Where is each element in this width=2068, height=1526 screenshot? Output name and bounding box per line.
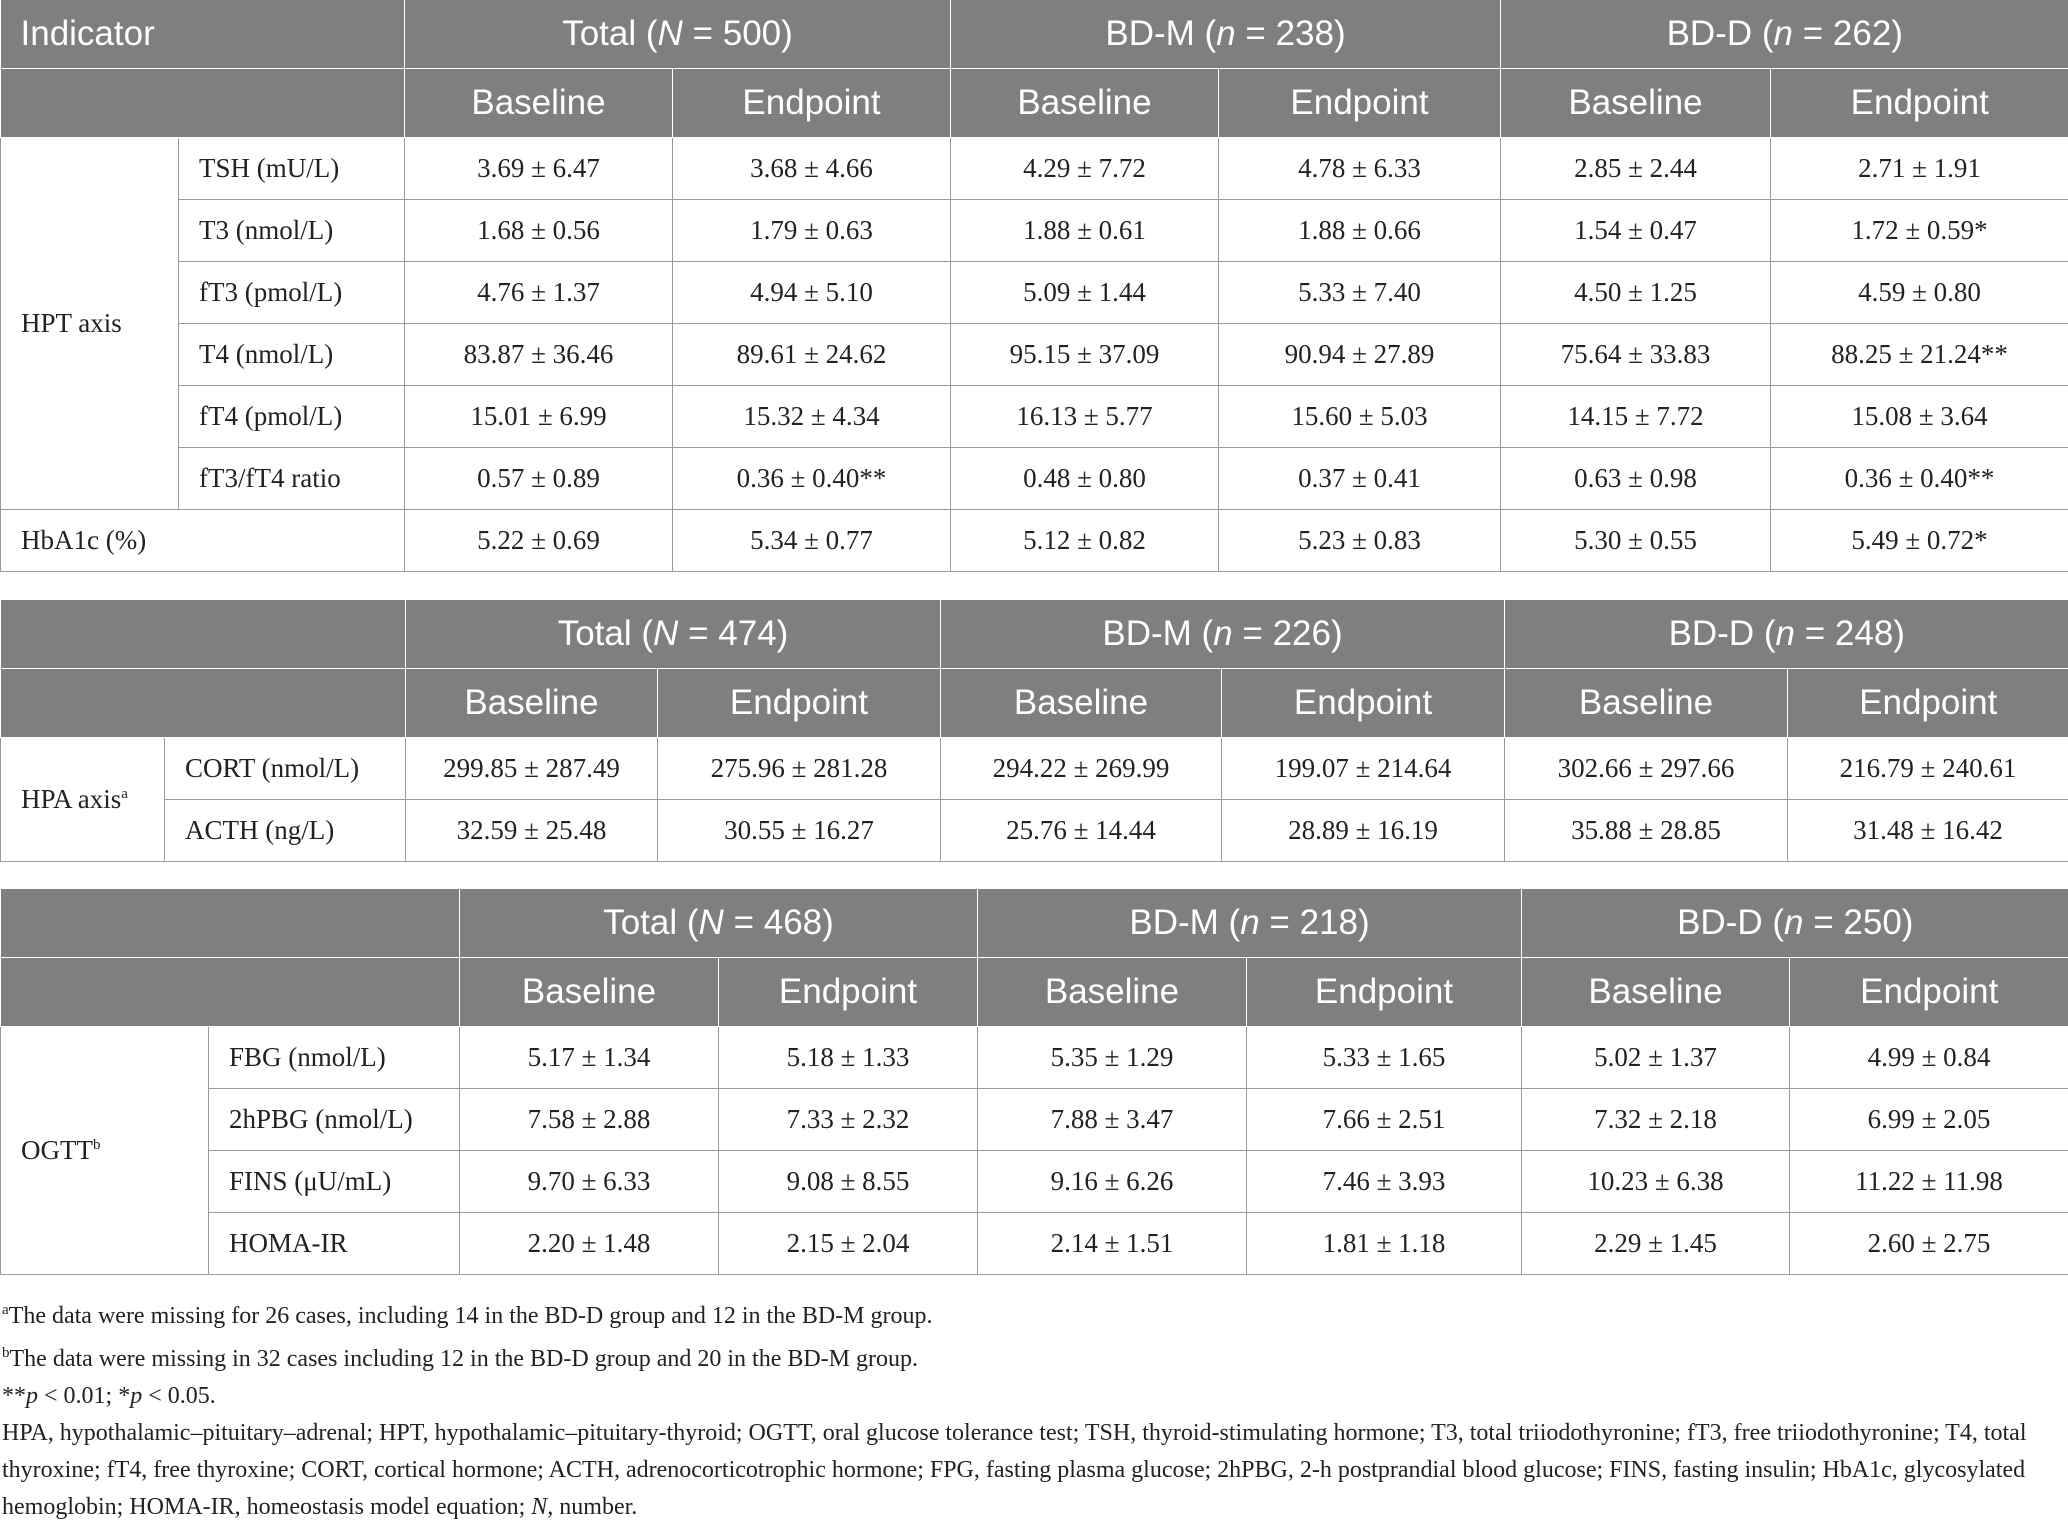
- group-header-total: Total (N = 500): [405, 0, 951, 69]
- subheader-endpoint: Endpoint: [1219, 69, 1501, 138]
- cell-value: 83.87 ± 36.46: [405, 324, 673, 386]
- subheader-endpoint: Endpoint: [658, 669, 941, 738]
- cell-value: 30.55 ± 16.27: [658, 800, 941, 862]
- cell-value: 89.61 ± 24.62: [673, 324, 951, 386]
- cell-value: 5.12 ± 0.82: [951, 510, 1219, 572]
- table-row: [1, 1151, 2068, 1213]
- cell-value: 7.32 ± 2.18: [1522, 1089, 1790, 1151]
- indicator-header: Indicator: [1, 0, 405, 69]
- row-label: TSH (mU/L): [179, 138, 405, 200]
- cell-value: 90.94 ± 27.89: [1219, 324, 1501, 386]
- row-label: fT3 (pmol/L): [179, 262, 405, 324]
- table-row: [1, 738, 2068, 800]
- subheader-endpoint: Endpoint: [719, 958, 978, 1027]
- cell-value: 75.64 ± 33.83: [1501, 324, 1771, 386]
- section-label-ogtt: OGTT$^b$: [1, 1027, 209, 1275]
- table-row: [1, 200, 2068, 262]
- section-label-hpt-axis: HPT axis: [1, 138, 179, 510]
- footnote-significance: **p < 0.01; *p < 0.05.: [0, 1378, 2060, 1415]
- cell-value: 5.02 ± 1.37: [1522, 1027, 1790, 1089]
- header-spacer: [1, 600, 406, 669]
- cell-value: 5.22 ± 0.69: [405, 510, 673, 572]
- cell-value: 5.09 ± 1.44: [951, 262, 1219, 324]
- cell-value: 4.94 ± 5.10: [673, 262, 951, 324]
- row-label: FBG (nmol/L): [209, 1027, 460, 1089]
- group-header-bd-d: BD-D (n = 250): [1522, 889, 2068, 958]
- group-header-total: Total (N = 468): [460, 889, 978, 958]
- cell-value: 35.88 ± 28.85: [1505, 800, 1788, 862]
- subheader-endpoint: Endpoint: [1790, 958, 2068, 1027]
- subheader-endpoint: Endpoint: [673, 69, 951, 138]
- cell-value: 5.18 ± 1.33: [719, 1027, 978, 1089]
- footnote-abbreviations: HPA, hypothalamic–pituitary–adrenal; HPT, hypothalamic–pituitary-thyroid; OGTT, oral glucose tolerance test; TSH, thyroid-stimulating hormone; T3, total triiodothyronine; fT3, free triiodothyronine; T4, total thyroxine; fT4, free thyroxine; CORT, cortical hormone; ACTH, adrenocorticotrophic hormone; FPG, fasting plasma glucose; 2hPBG, 2-h postprandial blood glucose; FINS, fasting insulin; HbA1c, glycosylated hemoglobin; HOMA-IR, homeostasis model equation; N, number.: [0, 1415, 2060, 1526]
- cell-value: 0.37 ± 0.41: [1219, 448, 1501, 510]
- row-label: 2hPBG (nmol/L): [209, 1089, 460, 1151]
- header-spacer: [1, 889, 460, 958]
- cell-value: 32.59 ± 25.48: [406, 800, 658, 862]
- cell-value: 5.23 ± 0.83: [1219, 510, 1501, 572]
- cell-value: 1.88 ± 0.66: [1219, 200, 1501, 262]
- cell-value: 199.07 ± 214.64: [1222, 738, 1505, 800]
- cell-value: 2.14 ± 1.51: [978, 1213, 1247, 1275]
- cell-value: 7.46 ± 3.93: [1247, 1151, 1522, 1213]
- table-row: [1, 138, 2068, 200]
- row-label: ACTH (ng/L): [165, 800, 406, 862]
- group-header-bd-d: BD-D (n = 262): [1501, 0, 2068, 69]
- cell-value: 0.36 ± 0.40**: [673, 448, 951, 510]
- cell-value: 1.81 ± 1.18: [1247, 1213, 1522, 1275]
- subheader-endpoint: Endpoint: [1788, 669, 2068, 738]
- cell-value: 0.36 ± 0.40**: [1771, 448, 2068, 510]
- cell-value: 5.33 ± 7.40: [1219, 262, 1501, 324]
- subheader-baseline: Baseline: [1505, 669, 1788, 738]
- subheader-endpoint: Endpoint: [1222, 669, 1505, 738]
- group-header-bd-m: BD-M (n = 218): [978, 889, 1522, 958]
- row-label: T4 (nmol/L): [179, 324, 405, 386]
- cell-value: 7.33 ± 2.32: [719, 1089, 978, 1151]
- cell-value: 11.22 ± 11.98: [1790, 1151, 2068, 1213]
- table-row: [1, 1089, 2068, 1151]
- cell-value: 2.15 ± 2.04: [719, 1213, 978, 1275]
- subheader-baseline: Baseline: [406, 669, 658, 738]
- table-row: [1, 448, 2068, 510]
- cell-value: 15.32 ± 4.34: [673, 386, 951, 448]
- row-label: T3 (nmol/L): [179, 200, 405, 262]
- cell-value: 9.16 ± 6.26: [978, 1151, 1247, 1213]
- subheader-baseline: Baseline: [1522, 958, 1790, 1027]
- cell-value: 5.17 ± 1.34: [460, 1027, 719, 1089]
- cell-value: 5.30 ± 0.55: [1501, 510, 1771, 572]
- table-row: [1, 386, 2068, 448]
- cell-value: 95.15 ± 37.09: [951, 324, 1219, 386]
- subheader-baseline: Baseline: [1501, 69, 1771, 138]
- cell-value: 4.59 ± 0.80: [1771, 262, 2068, 324]
- cell-value: 2.85 ± 2.44: [1501, 138, 1771, 200]
- cell-value: 4.29 ± 7.72: [951, 138, 1219, 200]
- row-label: fT4 (pmol/L): [179, 386, 405, 448]
- row-label: fT3/fT4 ratio: [179, 448, 405, 510]
- cell-value: 15.60 ± 5.03: [1219, 386, 1501, 448]
- cell-value: 5.33 ± 1.65: [1247, 1027, 1522, 1089]
- row-label: FINS (μU/mL): [209, 1151, 460, 1213]
- cell-value: 4.78 ± 6.33: [1219, 138, 1501, 200]
- cell-value: 7.88 ± 3.47: [978, 1089, 1247, 1151]
- cell-value: 1.72 ± 0.59*: [1771, 200, 2068, 262]
- cell-value: 1.54 ± 0.47: [1501, 200, 1771, 262]
- cell-value: 3.69 ± 6.47: [405, 138, 673, 200]
- cell-value: 6.99 ± 2.05: [1790, 1089, 2068, 1151]
- table-row: [1, 324, 2068, 386]
- cell-value: 31.48 ± 16.42: [1788, 800, 2068, 862]
- cell-value: 88.25 ± 21.24**: [1771, 324, 2068, 386]
- cell-value: 4.50 ± 1.25: [1501, 262, 1771, 324]
- group-header-bd-d: BD-D (n = 248): [1505, 600, 2068, 669]
- cell-value: 2.60 ± 2.75: [1790, 1213, 2068, 1275]
- cell-value: 1.79 ± 0.63: [673, 200, 951, 262]
- subheader-endpoint: Endpoint: [1771, 69, 2068, 138]
- cell-value: 10.23 ± 6.38: [1522, 1151, 1790, 1213]
- cell-value: 5.35 ± 1.29: [978, 1027, 1247, 1089]
- subheader-spacer: [1, 69, 405, 138]
- subheader-endpoint: Endpoint: [1247, 958, 1522, 1027]
- cell-value: 2.20 ± 1.48: [460, 1213, 719, 1275]
- group-header-bd-m: BD-M (n = 238): [951, 0, 1501, 69]
- row-label: HOMA-IR: [209, 1213, 460, 1275]
- table-ogtt: [0, 889, 2068, 1275]
- cell-value: 28.89 ± 16.19: [1222, 800, 1505, 862]
- cell-value: 9.08 ± 8.55: [719, 1151, 978, 1213]
- cell-value: 3.68 ± 4.66: [673, 138, 951, 200]
- table-row: [1, 1027, 2068, 1089]
- footnote-a: $^a$The data were missing for 26 cases, including 14 in the BD-D group and 12 in the BD-M group.: [0, 1292, 2060, 1335]
- cell-value: 0.63 ± 0.98: [1501, 448, 1771, 510]
- cell-value: 275.96 ± 281.28: [658, 738, 941, 800]
- footnote-b: $^b$The data were missing in 32 cases including 12 in the BD-D group and 20 in the BD-M group.: [0, 1335, 2060, 1378]
- cell-value: 4.76 ± 1.37: [405, 262, 673, 324]
- row-label-hba1c: HbA1c (%): [1, 510, 405, 572]
- table-hpt-axis: [0, 0, 2068, 572]
- table-row: [1, 262, 2068, 324]
- cell-value: 216.79 ± 240.61: [1788, 738, 2068, 800]
- group-header-bd-m: BD-M (n = 226): [941, 600, 1505, 669]
- cell-value: 25.76 ± 14.44: [941, 800, 1222, 862]
- subheader-spacer: [1, 669, 406, 738]
- table-row: [1, 800, 2068, 862]
- cell-value: 299.85 ± 287.49: [406, 738, 658, 800]
- cell-value: 0.57 ± 0.89: [405, 448, 673, 510]
- table-row: [1, 1213, 2068, 1275]
- row-label: CORT (nmol/L): [165, 738, 406, 800]
- cell-value: 4.99 ± 0.84: [1790, 1027, 2068, 1089]
- cell-value: 0.48 ± 0.80: [951, 448, 1219, 510]
- cell-value: 14.15 ± 7.72: [1501, 386, 1771, 448]
- cell-value: 2.29 ± 1.45: [1522, 1213, 1790, 1275]
- subheader-baseline: Baseline: [978, 958, 1247, 1027]
- cell-value: 7.66 ± 2.51: [1247, 1089, 1522, 1151]
- cell-value: 16.13 ± 5.77: [951, 386, 1219, 448]
- cell-value: 2.71 ± 1.91: [1771, 138, 2068, 200]
- group-header-total: Total (N = 474): [406, 600, 941, 669]
- cell-value: 294.22 ± 269.99: [941, 738, 1222, 800]
- subheader-baseline: Baseline: [405, 69, 673, 138]
- table-footnotes: [0, 1292, 2060, 1526]
- cell-value: 302.66 ± 297.66: [1505, 738, 1788, 800]
- cell-value: 7.58 ± 2.88: [460, 1089, 719, 1151]
- cell-value: 5.49 ± 0.72*: [1771, 510, 2068, 572]
- table-row: [1, 510, 2068, 572]
- cell-value: 9.70 ± 6.33: [460, 1151, 719, 1213]
- cell-value: 15.08 ± 3.64: [1771, 386, 2068, 448]
- cell-value: 5.34 ± 0.77: [673, 510, 951, 572]
- cell-value: 15.01 ± 6.99: [405, 386, 673, 448]
- subheader-baseline: Baseline: [941, 669, 1222, 738]
- cell-value: 1.68 ± 0.56: [405, 200, 673, 262]
- subheader-spacer: [1, 958, 460, 1027]
- table-hpa-axis: [0, 600, 2068, 862]
- cell-value: 1.88 ± 0.61: [951, 200, 1219, 262]
- section-label-hpa-axis: HPA axis$^a$: [1, 738, 165, 862]
- subheader-baseline: Baseline: [951, 69, 1219, 138]
- subheader-baseline: Baseline: [460, 958, 719, 1027]
